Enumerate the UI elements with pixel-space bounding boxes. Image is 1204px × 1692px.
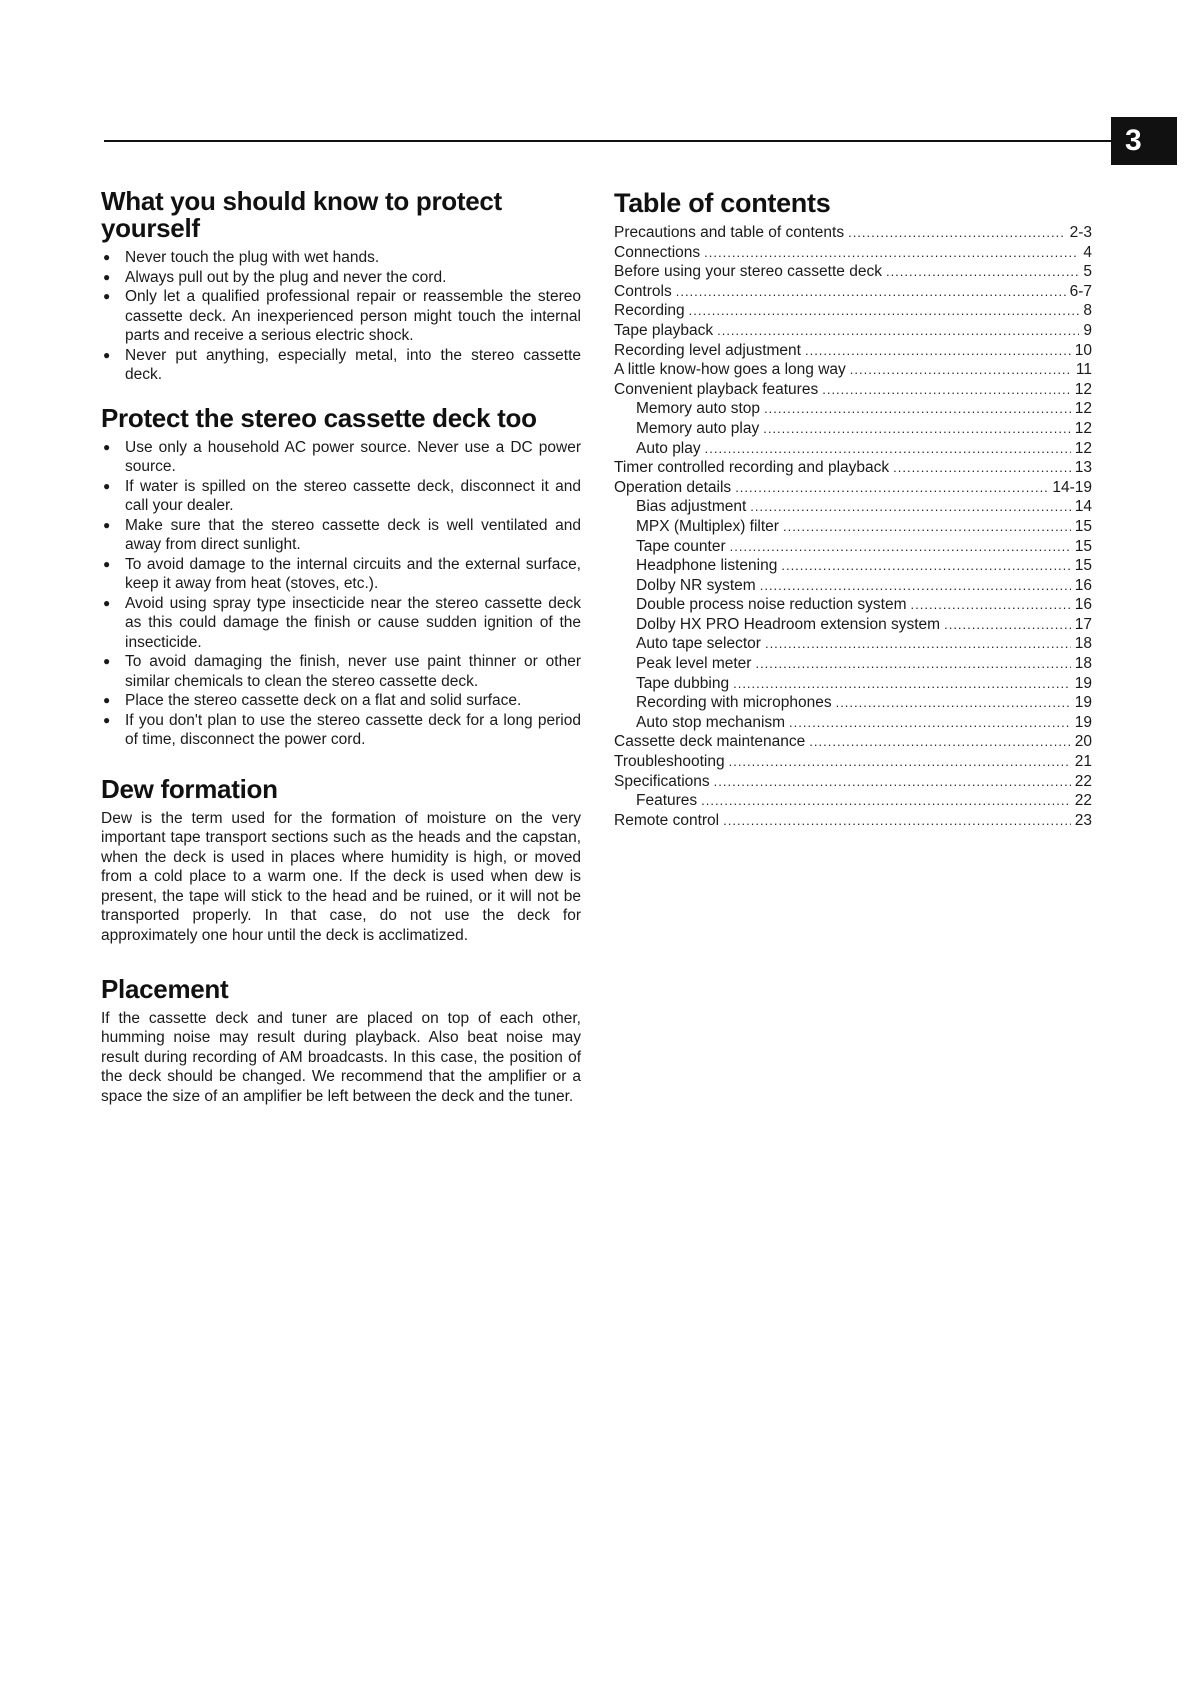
toc-label: Tape counter (636, 537, 726, 555)
toc-page: 16 (1074, 576, 1092, 594)
bullet-item: ● Make sure that the stereo cassette deck is well ventilated and away from direct sunlight. (101, 516, 581, 555)
toc-page: 9 (1083, 321, 1092, 339)
bullet-item: ● To avoid damaging the finish, never use paint thinner or other similar chemicals to clean the stereo cassette deck. (101, 652, 581, 691)
section-protect-yourself (101, 188, 581, 385)
bullet-item: ● Use only a household AC power source. Never use a DC power source. (101, 438, 581, 477)
toc-label: Dolby NR system (636, 576, 756, 594)
section-title: What you should know to protect yourself (101, 186, 502, 243)
header-rule (104, 140, 1114, 142)
toc-page: 14-19 (1052, 478, 1092, 496)
toc-entry (614, 674, 1092, 694)
toc-entry (614, 439, 1092, 459)
toc-page: 14 (1074, 498, 1092, 516)
toc-label: Recording (614, 302, 685, 320)
toc-page: 20 (1074, 733, 1092, 751)
toc-label: Headphone listening (636, 557, 778, 575)
toc-entry (614, 321, 1092, 341)
bullet-item: ● If you don't plan to use the stereo cassette deck for a long period of time, disconnect the power cord. (101, 711, 581, 750)
toc-page: 15 (1074, 517, 1092, 535)
toc-page: 11 (1075, 361, 1092, 379)
toc-page: 19 (1074, 674, 1092, 692)
toc-label: Operation details (614, 478, 732, 496)
toc-label: Auto tape selector (636, 635, 761, 653)
toc-label: Features (636, 792, 698, 810)
toc-entry (614, 595, 1092, 615)
toc-entry (614, 282, 1092, 302)
toc-label: Double process noise reduction system (636, 596, 907, 614)
toc-entry (614, 752, 1092, 772)
toc-entry (614, 732, 1092, 752)
toc-label: Remote control (614, 811, 720, 829)
toc-label: Peak level meter (636, 655, 752, 673)
toc-page: 8 (1083, 302, 1092, 320)
toc-entry (614, 517, 1092, 537)
table-of-contents (614, 190, 1092, 830)
toc-entry (614, 497, 1092, 517)
section-dew-formation (101, 773, 581, 946)
toc-page: 19 (1074, 713, 1092, 731)
bullet-list (101, 438, 581, 750)
toc-entry (614, 458, 1092, 478)
section-title: Protect the stereo cassette deck too (101, 402, 537, 433)
bullet-list (101, 248, 581, 385)
toc-page: 6-7 (1069, 282, 1092, 300)
toc-label: Tape playback (614, 321, 714, 339)
toc-page: 18 (1074, 655, 1092, 673)
toc-entry (614, 537, 1092, 557)
toc-entry (614, 243, 1092, 263)
section-protect-deck (101, 402, 581, 750)
toc-entry (614, 791, 1092, 811)
toc-page: 21 (1074, 753, 1092, 771)
toc-entry (614, 811, 1092, 831)
toc-page: 13 (1074, 459, 1092, 477)
toc-entry (614, 478, 1092, 498)
toc-label: Troubleshooting (614, 753, 725, 771)
left-column (101, 188, 581, 1107)
bullet-item: ● Avoid using spray type insecticide near the stereo cassette deck as this could damage the finish or cause sudden ignition of the insecticide. (101, 594, 581, 653)
toc-entry (614, 380, 1092, 400)
toc-entry (614, 341, 1092, 361)
toc-label: Bias adjustment (636, 498, 747, 516)
toc-page: 12 (1074, 439, 1092, 457)
section-title: Dew formation (101, 773, 278, 804)
toc-label: Memory auto play (636, 419, 760, 437)
toc-entry (614, 399, 1092, 419)
toc-list (614, 223, 1092, 830)
toc-page: 15 (1074, 557, 1092, 575)
toc-entry (614, 419, 1092, 439)
toc-page: 5 (1083, 263, 1092, 281)
toc-label: A little know-how goes a long way (614, 361, 846, 379)
toc-entry (614, 223, 1092, 243)
toc-label: Before using your stereo cassette deck (614, 263, 882, 281)
toc-page: 10 (1074, 341, 1092, 359)
toc-entry (614, 360, 1092, 380)
toc-page: 22 (1074, 772, 1092, 790)
toc-label: Auto play (636, 439, 701, 457)
toc-page: 12 (1074, 400, 1092, 418)
toc-entry (614, 693, 1092, 713)
toc-page: 12 (1074, 380, 1092, 398)
section-body: If the cassette deck and tuner are placed on top of each other, humming noise may result during playback. Also beat noise may result during recording of AM broadcasts. In this case, the position of the deck should be changed. We recommend that the amplifier or a space the size of an amplifier be left between the deck and the tuner. (101, 1009, 581, 1106)
bullet-item: ● If water is spilled on the stereo cassette deck, disconnect it and call your dealer. (101, 477, 581, 516)
toc-page: 16 (1074, 596, 1092, 614)
toc-label: Precautions and table of contents (614, 224, 845, 241)
toc-page: 15 (1074, 537, 1092, 555)
toc-entry (614, 634, 1092, 654)
toc-page: 2-3 (1069, 224, 1092, 241)
toc-page: 12 (1074, 419, 1092, 437)
section-placement (101, 973, 581, 1107)
toc-page: 23 (1074, 811, 1092, 829)
page-number: 3 (1111, 117, 1177, 165)
toc-entry (614, 262, 1092, 282)
toc-label: Specifications (614, 772, 710, 790)
toc-entry (614, 301, 1092, 321)
toc-label: Recording level adjustment (614, 341, 801, 359)
toc-label: Tape dubbing (636, 674, 730, 692)
toc-entry (614, 576, 1092, 596)
toc-page: 4 (1083, 243, 1092, 261)
toc-page: 22 (1074, 792, 1092, 810)
toc-label: Timer controlled recording and playback (614, 459, 890, 477)
toc-label: Memory auto stop (636, 400, 761, 418)
bullet-item: ● Always pull out by the plug and never the cord. (101, 268, 581, 288)
section-title: Placement (101, 973, 229, 1004)
toc-title: Table of contents (614, 188, 831, 218)
toc-label: Recording with microphones (636, 694, 832, 712)
toc-page: 18 (1074, 635, 1092, 653)
bullet-item: ● Place the stereo cassette deck on a flat and solid surface. (101, 691, 581, 711)
toc-page: 17 (1074, 615, 1092, 633)
toc-label: Dolby HX PRO Headroom extension system (636, 615, 941, 633)
toc-page: 19 (1074, 694, 1092, 712)
toc-label: Controls (614, 282, 672, 300)
toc-entry (614, 556, 1092, 576)
section-body: Dew is the term used for the formation of moisture on the very important tape transport sections such as the heads and the capstan, when the deck is used in places where humidity is high, or moved from a cold place to a warm one. If the deck is used when dew is present, the tape will stick to the head and be ruined, or it will not be transported properly. In that case, do not use the deck for approximately one hour until the deck is acclimatized. (101, 809, 581, 945)
toc-entry (614, 615, 1092, 635)
toc-entry (614, 713, 1092, 733)
bullet-item: ● To avoid damage to the internal circuits and the external surface, keep it away from heat (stoves, etc.). (101, 555, 581, 594)
toc-label: Cassette deck maintenance (614, 733, 806, 751)
toc-entry (614, 772, 1092, 792)
bullet-item: ● Only let a qualified professional repair or reassemble the stereo cassette deck. An inexperienced person might touch the internal parts and receive a serious electric shock. (101, 287, 581, 346)
bullet-item: ● Never put anything, especially metal, into the stereo cassette deck. (101, 346, 581, 385)
bullet-item: ● Never touch the plug with wet hands. (101, 248, 581, 268)
toc-label: Convenient playback features (614, 380, 819, 398)
toc-label: MPX (Multiplex) filter (636, 517, 779, 535)
toc-label: Auto stop mechanism (636, 713, 786, 731)
toc-entry (614, 654, 1092, 674)
toc-label: Connections (614, 243, 701, 261)
